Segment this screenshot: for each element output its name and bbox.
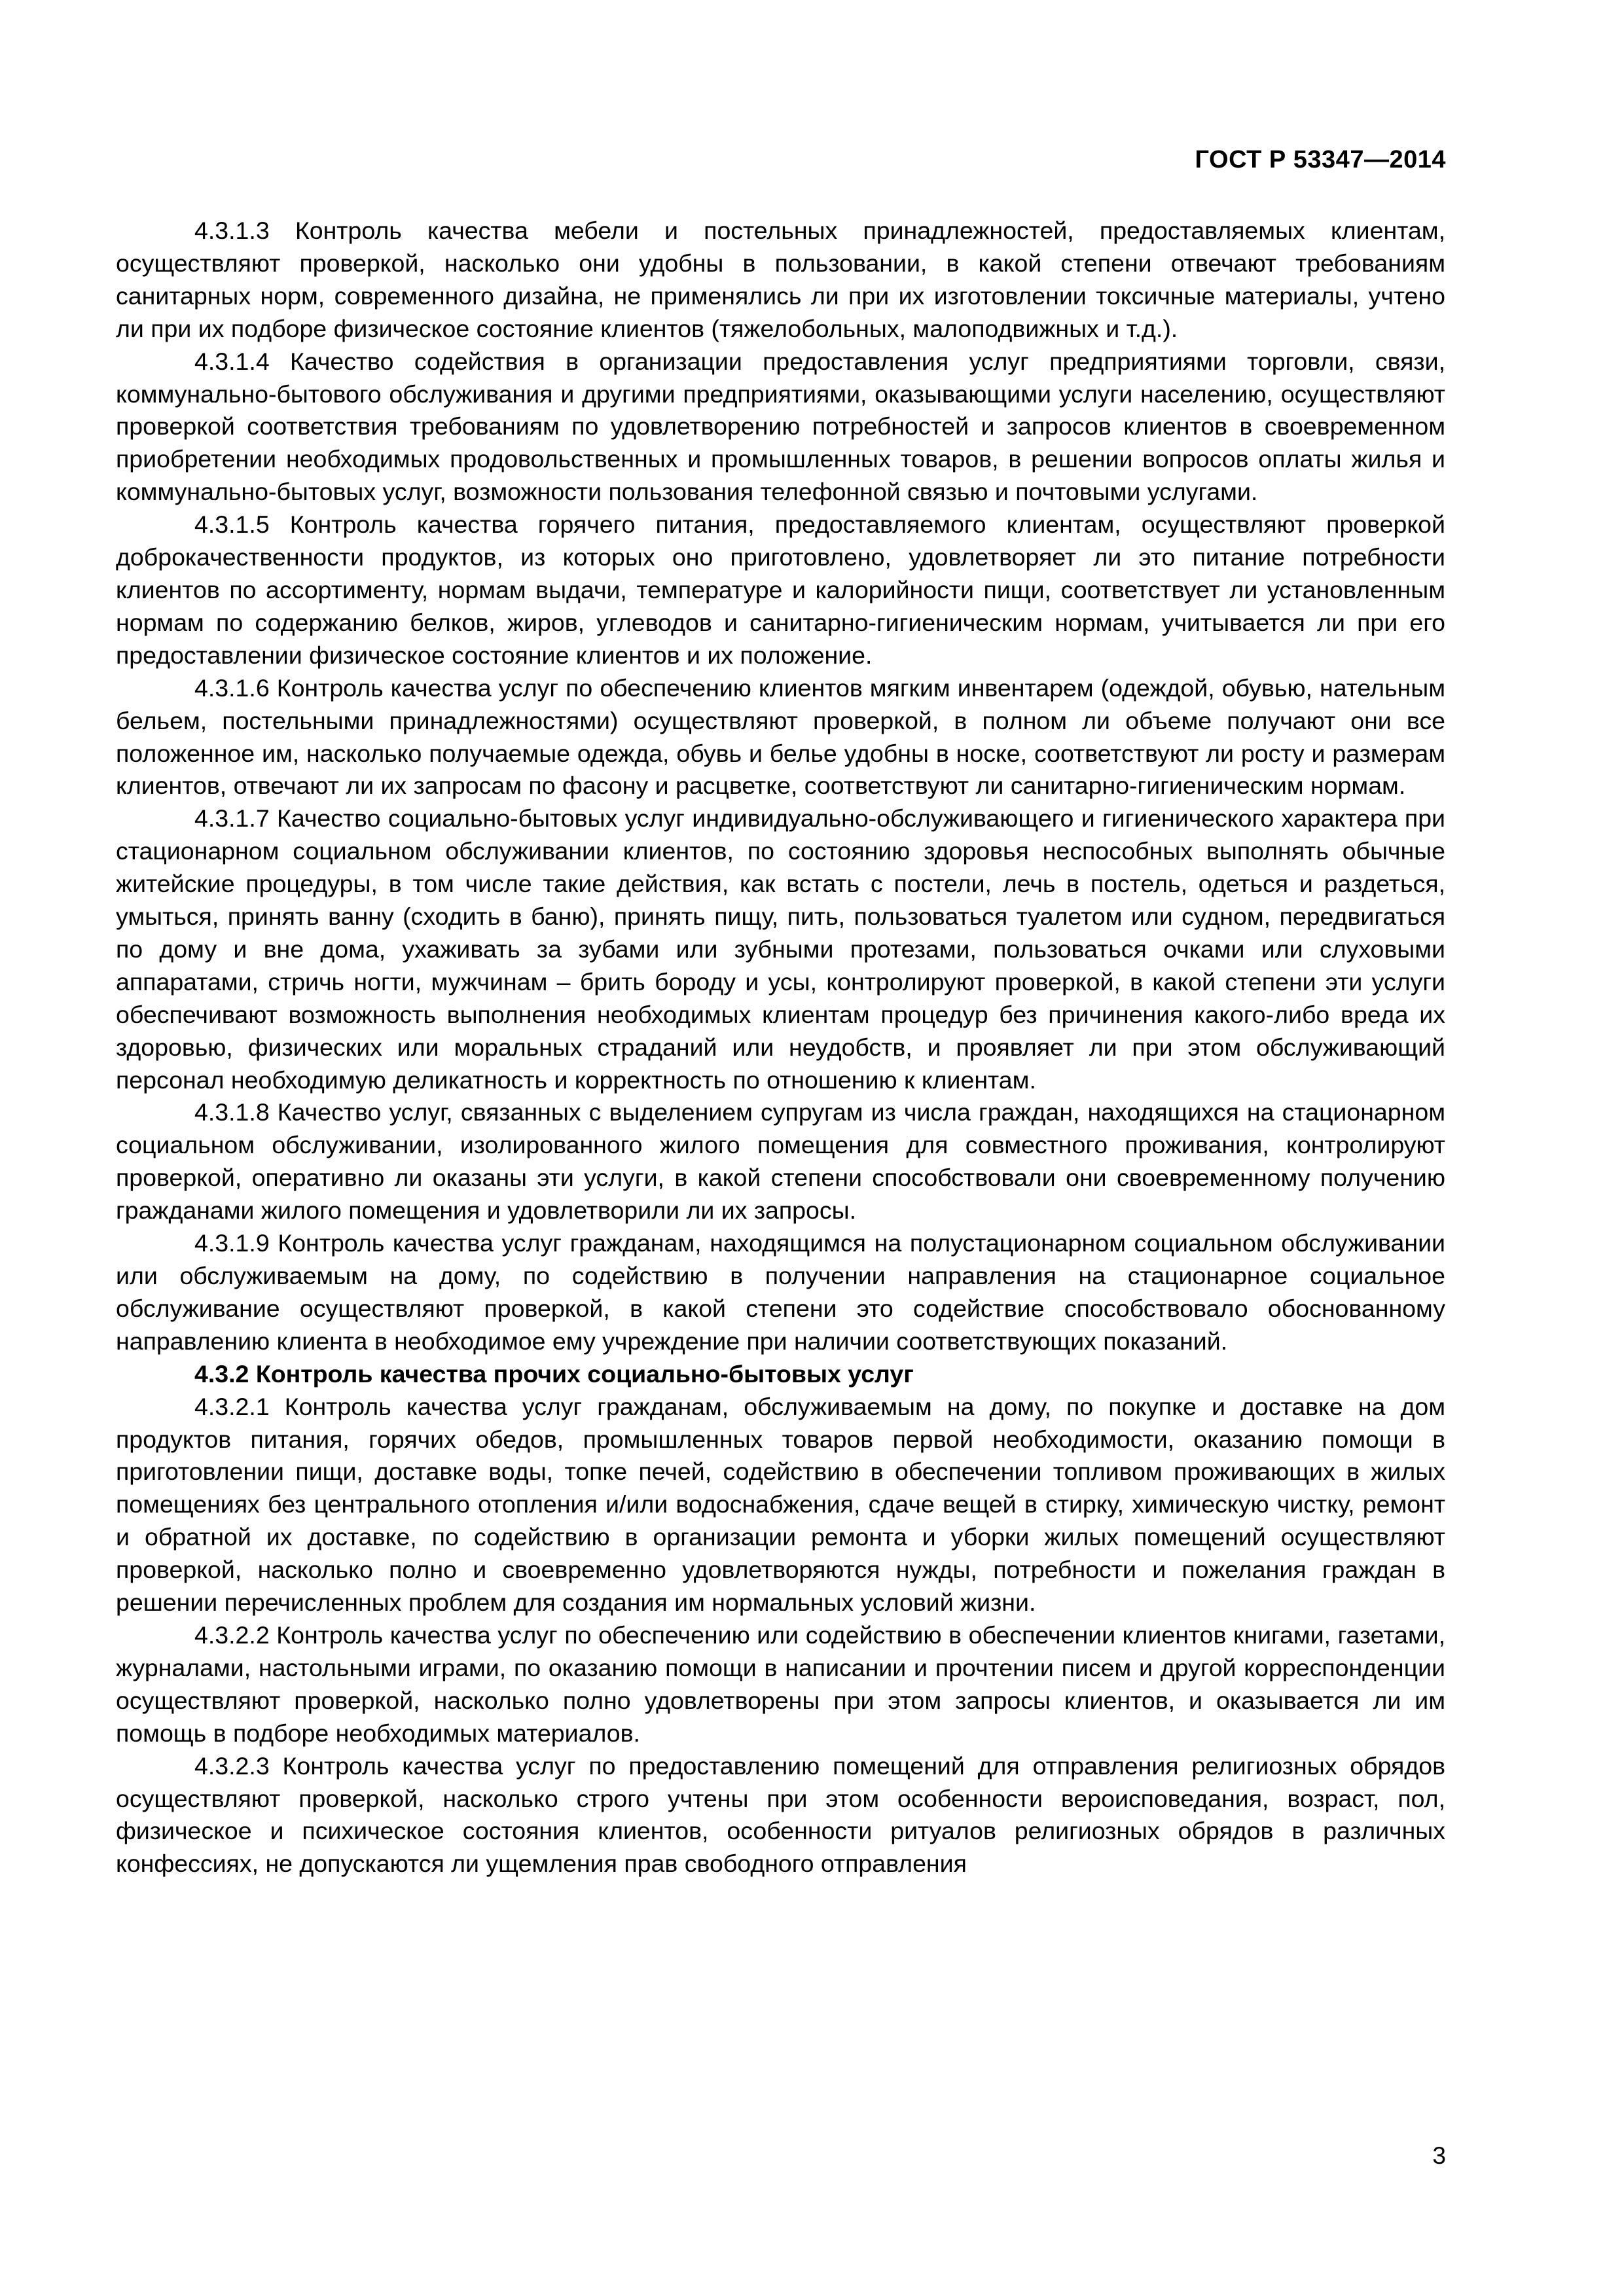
page-number: 3 [1432, 2142, 1446, 2169]
paragraph-4-3-1-6: 4.3.1.6 Контроль качества услуг по обеспечению клиентов мягким инвентарем (одеждой, обувью, нательным бельем, постельными принадлежностями) осуществляют проверкой, в полном ли объеме получают они все положенное им, насколько получаемые одежда, обувь и белье удобны в носке, соответствуют ли росту и размерам клиентов, отвечают ли их запросам по фасону и расцветке, соответствуют ли санитарно-гигиеническим нормам. [116, 673, 1445, 800]
paragraph-4-3-1-3: 4.3.1.3 Контроль качества мебели и постельных принадлежностей, предоставляемых клиентам, осуществляют проверкой, насколько они удобны в пользовании, в какой степени отвечают требованиям санитарных норм, современного дизайна, не применялись ли при их изготовлении токсичные материалы, учтено ли при их подборе физическое состояние клиентов (тяжелобольных, малоподвижных и т.д.). [116, 217, 1445, 342]
paragraph-4-3-1-7: 4.3.1.7 Качество социально-бытовых услуг индивидуально-обслуживающего и гигиенического характера при стационарном социальном обслуживании клиентов, по состоянию здоровья неспособных выполнять обычные житейские процедуры, в том числе такие действия, как встать с постели, лечь в постель, одеться и раздеться, умыться, принять ванну (сходить в баню), принять пищу, пить, пользоваться туалетом или судном, передвигаться по дому и вне дома, ухаживать за зубами или зубными протезами, пользоваться очками или слуховыми аппаратами, стричь ногти, мужчинам – брить бороду и усы, контролируют проверкой, в какой степени эти услуги обеспечивают возможность выполнения необходимых клиентам процедур без причинения какого-либо вреда их здоровью, физических или моральных страданий или неудобств, и проявляет ли при этом обслуживающий персонал необходимую деликатность и корректность по отношению к клиентам. [116, 804, 1445, 1094]
standard-code-header: ГОСТ Р 53347—2014 [1195, 146, 1446, 173]
section-heading-4-3-2: 4.3.2 Контроль качества прочих социально-бытовых услуг [194, 1359, 914, 1388]
paragraph-4-3-1-5: 4.3.1.5 Контроль качества горячего питания, предоставляемого клиентам, осуществляют проверкой доброкачественности продуктов, из которых оно приготовлено, удовлетворяет ли это питание потребности клиентов по ассортименту, нормам выдачи, температуре и калорийности пищи, соответствует ли установленным нормам по содержанию белков, жиров, углеводов и санитарно-гигиеническим нормам, учитывается ли при его предоставлении физическое состояние клиентов и их положение. [116, 511, 1445, 669]
paragraph-4-3-2-1: 4.3.2.1 Контроль качества услуг гражданам, обслуживаемым на дому, по покупке и доставке на дом продуктов питания, горячих обедов, промышленных товаров первой необходимости, оказанию помощи в приготовлении пищи, доставке воды, топке печей, содействию в обеспечении топливом проживающих в жилых помещениях без центрального отопления и/или водоснабжения, сдаче вещей в стирку, химическую чистку, ремонт и обратной их доставке, по содействию в организации ремонта и уборки жилых помещений осуществляют проверкой, насколько полно и своевременно удовлетворяются нужды, потребности и пожелания граждан в решении перечисленных проблем для создания им нормальных условий жизни. [116, 1392, 1445, 1617]
paragraph-4-3-2-3: 4.3.2.3 Контроль качества услуг по предоставлению помещений для отправления религиозных обрядов осуществляют проверкой, насколько строго учтены при этом особенности вероисповедания, возраст, пол, физическое и психическое состояния клиентов, особенности ритуалов религиозных обрядов в различных конфессиях, не допускаются ли ущемления прав свободного отправления [116, 1751, 1445, 1878]
paragraph-4-3-1-9: 4.3.1.9 Контроль качества услуг гражданам, находящимся на полустационарном социальном обслуживании или обслуживаемым на дому, по содействию в получении направления на стационарное социальное обслуживание осуществляют проверкой, в какой степени это содействие способствовало обоснованному направлению клиента в необходимое ему учреждение при наличии соответствующих показаний. [116, 1229, 1445, 1355]
paragraph-4-3-1-8: 4.3.1.8 Качество услуг, связанных с выделением супругам из числа граждан, находящихся на стационарном социальном обслуживании, изолированного жилого помещения для совместного проживания, контролируют проверкой, оперативно ли оказаны эти услуги, в какой степени способствовали они своевременному получению гражданами жилого помещения и удовлетворили ли их запросы. [116, 1098, 1445, 1225]
paragraph-4-3-2-2: 4.3.2.2 Контроль качества услуг по обеспечению или содействию в обеспечении клиентов книгами, газетами, журналами, настольными играми, по оказанию помощи в написании и прочтении писем и другой корреспонденции осуществляют проверкой, насколько полно удовлетворены при этом запросы клиентов, и оказывается ли им помощь в подборе необходимых материалов. [116, 1621, 1445, 1747]
paragraph-4-3-1-4: 4.3.1.4 Качество содействия в организации предоставления услуг предприятиями торговли, связи, коммунально-бытового обслуживания и другими предприятиями, оказывающими услуги населению, осуществляют проверкой соответствия требованиям по удовлетворению потребностей и запросов клиентов в своевременном приобретении необходимых продовольственных и промышленных товаров, в решении вопросов оплаты жилья и коммунально-бытовых услуг, возможности пользования телефонной связью и почтовыми услугами. [116, 347, 1445, 506]
body-text [116, 215, 1445, 1880]
